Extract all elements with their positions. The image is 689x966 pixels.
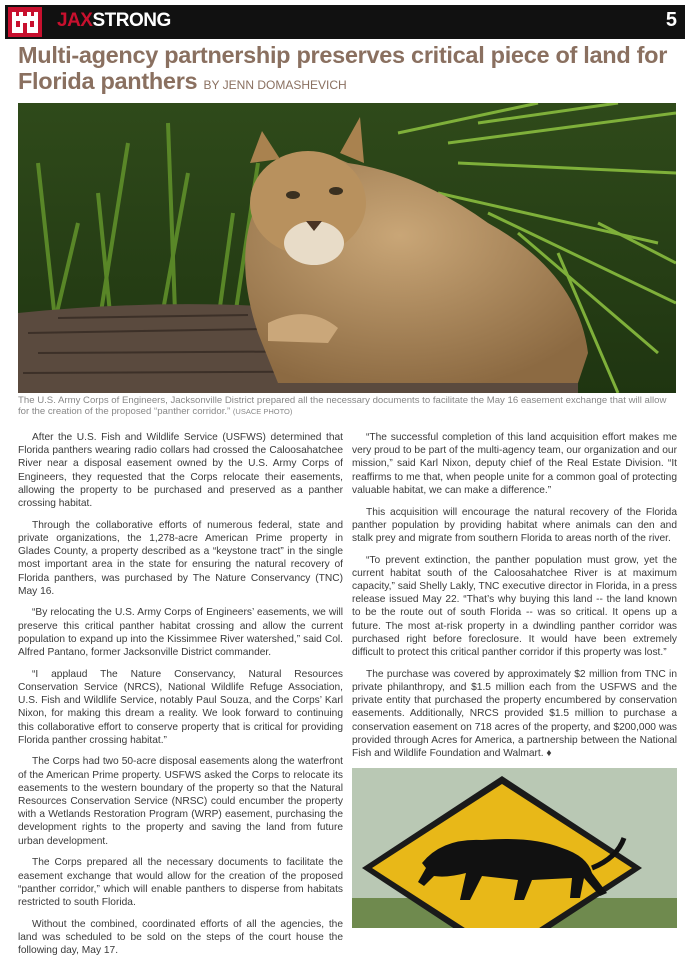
paragraph: “To prevent extinction, the panther population must grow, yet the current habitat south of the Caloosahatchee River is at maximum capacity,” said Shelly Lakly, TNC executive director in Florida, in a press release issued May 22. “That’s why buying this land -- the land known to be the route out of south Florida -- was so critical. It opens up a future. The most at-risk property in a dwindling panther corridor was purchased right before foreclosure. It would have been extremely difficult to protect this critical panther corridor if this property was lost.” [352, 554, 677, 659]
panther-photo [18, 103, 676, 393]
page-number: 5 [665, 9, 677, 31]
brand-wordmark: JAXSTRONG [57, 10, 171, 31]
caption-text: The U.S. Army Corps of Engineers, Jacksonville District prepared all the necessary documents to facilitate the May 16 easement exchange that will allow for the creation of the proposed “panther corridor.” [18, 395, 667, 417]
article-column-2 [352, 431, 677, 769]
article-column-1 [18, 431, 343, 966]
usace-castle-logo [8, 7, 42, 37]
paragraph: “I applaud The Nature Conservancy, Natural Resources Conservation Service (NRCS), National Wildlife Refuge Association, U.S. Fish and Wildlife Service, notably Paul Souza, and the Corps’ Karl Nixon, for making this dream a reality. We look forward to continuing this collaborative effort to conserve property that is critical for providing Florida panther crossing habitat.” [18, 668, 343, 746]
photo-caption [18, 395, 678, 417]
paragraph: This acquisition will encourage the natural recovery of the Florida panther population by providing habitat where animals can den and stalk prey and migrate from southern Florida to areas north of the river. [352, 506, 677, 544]
panther-crossing-sign-photo [352, 768, 677, 928]
paragraph: “The successful completion of this land acquisition effort makes me very proud to be part of the multi-agency team, our organization and our mission,” said Karl Nixon, deputy chief of the Real Estate Division. “It reaffirms to me that, when people unite for a common goal of protecting valuable habitat, we can make a difference.” [352, 432, 677, 496]
masthead-bar [5, 5, 685, 39]
photo-credit: (USACE PHOTO) [232, 407, 293, 416]
paragraph: Without the combined, coordinated efforts of all the agencies, the land was scheduled to be sold on the steps of the court house the following day, May 17. [18, 918, 343, 957]
paragraph: After the U.S. Fish and Wildlife Service (USFWS) determined that Florida panthers wearing radio collars had crossed the Caloosahatchee River near a disposal easement owned by the U.S. Army Corps of Engineers, they requested that the Corps relocate their easements, allowing the property to be purchased and preserved as a panther crossing habitat. [18, 432, 343, 510]
byline: BY JENN DOMASHEVICH [203, 78, 347, 92]
article-headline [18, 42, 683, 98]
paragraph: “By relocating the U.S. Army Corps of Engineers’ easements, we will preserve this critical panther habitat crossing and allow the current population to expand up into the Kissimmee River watershed,” said Col. Alfred Pantano, former Jacksonville District commander. [18, 607, 343, 659]
paragraph: Through the collaborative efforts of numerous federal, state and private organizations, the 1,278-acre American Prime property in Glades County, a property described as a “keystone tract” in the single most important area in the state for ensuring the natural recovery of Florida panthers, was purchased by The Nature Conservancy (TNC) May 16. [18, 519, 343, 597]
headline-text: Multi-agency partnership preserves critical piece of land for Florida panthers [18, 42, 668, 94]
paragraph: The purchase was covered by approximately $2 million from TNC in private philanthropy, and $1.5 million each from the USFWS and the private entity that purchased the property encumbered by conservation easements. Additionally, NRCS provided $1.5 million to purchase a conservation easement on 718 acres of the property, and $200,000 was provided through Acres for America, a partnership between the National Fish and Wildlife Foundation and Walmart. ♦ [352, 668, 677, 759]
panther-crossing-sign-icon [352, 768, 677, 928]
panther-illustration [18, 103, 676, 393]
paragraph: The Corps had two 50-acre disposal easements along the waterfront of the American Prime property. USFWS asked the Corps to relocate its easements to the western boundary of the property so that the Natural Resources Conservation Service (NRSC) could encumber the property with a Wetlands Restoration Program (WRP) easement, purchasing the development rights to the property and saving the land from future urban development. [18, 756, 343, 847]
paragraph: The Corps prepared all the necessary documents to facilitate the easement exchange that would allow for the creation of the proposed “panther corridor,” which will enable panthers to disperse from habitats restricted to south Florida. [18, 857, 343, 908]
